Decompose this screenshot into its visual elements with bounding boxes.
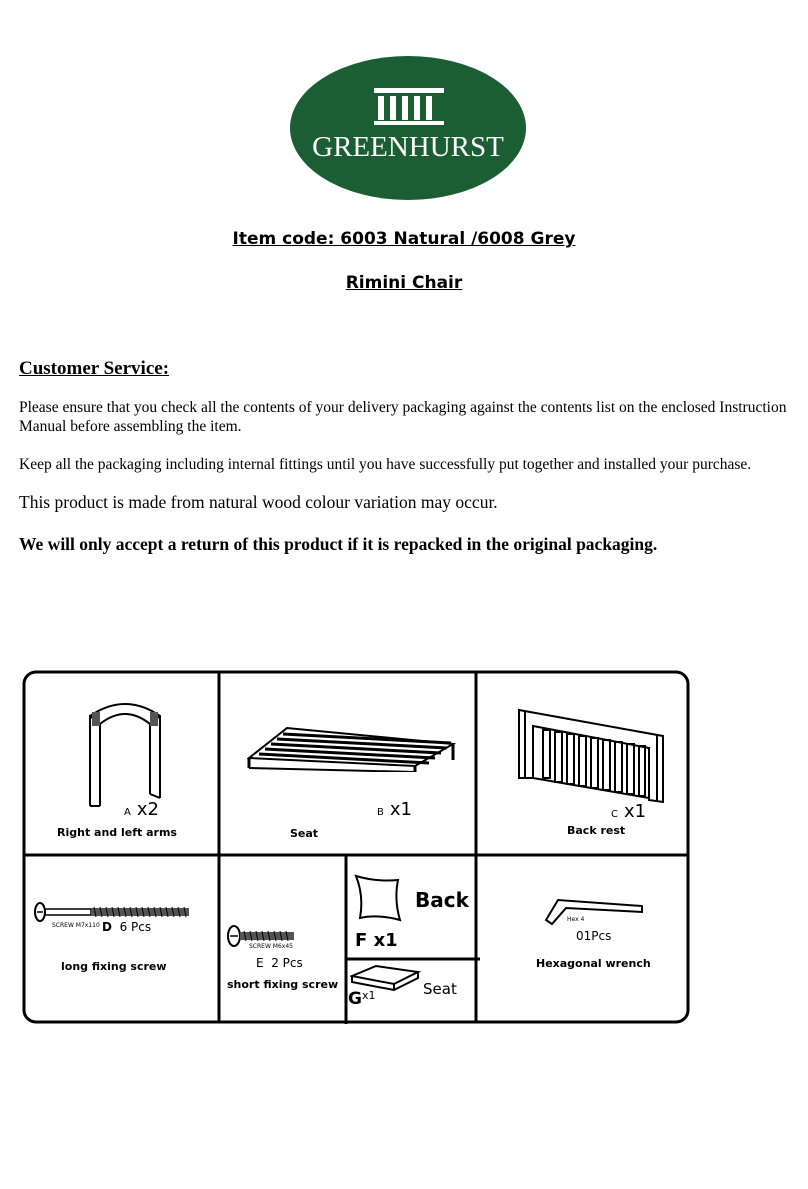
part-c-qty: x1 bbox=[623, 801, 647, 822]
part-e-qty: 2 Pcs bbox=[271, 956, 303, 970]
part-d-label: long fixing screw bbox=[61, 960, 167, 973]
parts-grid bbox=[20, 668, 692, 1028]
part-g-qty: x1 bbox=[361, 989, 376, 1002]
part-e-label: short fixing screw bbox=[227, 978, 339, 991]
item-code: Item code: 6003 Natural /6008 Grey bbox=[232, 229, 576, 249]
part-f-code: F x1 bbox=[355, 930, 398, 951]
part-b-label: Seat bbox=[290, 827, 319, 840]
part-e-spec: SCREW M6x45 bbox=[249, 943, 293, 950]
part-g-name: Seat bbox=[423, 980, 457, 998]
hex-wrench-drawing bbox=[542, 894, 644, 926]
wrench-spec: Hex 4 bbox=[567, 916, 585, 923]
customer-service-heading: Customer Service: bbox=[19, 358, 170, 379]
part-b-code bbox=[377, 799, 412, 820]
seat-cushion-drawing bbox=[350, 962, 422, 992]
logo-ellipse bbox=[290, 56, 526, 200]
part-g-letter: G bbox=[348, 989, 362, 1009]
part-d-code bbox=[102, 920, 151, 934]
part-a-qty: x2 bbox=[136, 799, 159, 820]
part-a-label: Right and left arms bbox=[57, 826, 177, 839]
part-c-code bbox=[611, 801, 646, 822]
part-d-letter: D bbox=[102, 920, 112, 934]
part-b-qty: x1 bbox=[389, 799, 412, 820]
wrench-qty: 01Pcs bbox=[576, 929, 612, 943]
greenhurst-logo bbox=[286, 52, 531, 204]
logo-brand-text: GREENHURST bbox=[312, 131, 504, 163]
part-c-label: Back rest bbox=[567, 824, 626, 837]
part-g-code bbox=[348, 989, 375, 1009]
paragraph-wood-variation: This product is made from natural wood colour variation may occur. bbox=[19, 492, 498, 512]
paragraph-keep-packaging: Keep all the packaging including internal fittings until you have successfully put together and installed your purchase. bbox=[19, 456, 752, 473]
arm-drawing bbox=[80, 694, 170, 810]
part-c-letter: C bbox=[611, 809, 618, 820]
part-f-name: Back bbox=[415, 888, 469, 912]
paragraph-check-contents: Please ensure that you check all the contents of your delivery packaging against the contents list on the enclosed Instruction Manual before assembling the item. bbox=[19, 399, 787, 435]
part-e-code bbox=[256, 956, 303, 970]
long-screw-drawing bbox=[34, 902, 194, 922]
product-name: Rimini Chair bbox=[345, 273, 463, 293]
part-d-spec: SCREW M7x110 bbox=[52, 922, 100, 929]
part-d-qty: 6 Pcs bbox=[119, 920, 152, 934]
part-a-letter: A bbox=[124, 807, 131, 818]
backrest-drawing bbox=[517, 708, 665, 806]
back-cushion-drawing bbox=[352, 872, 404, 924]
paragraph-returns-policy: We will only accept a return of this product if it is repacked in the original packaging. bbox=[19, 534, 658, 554]
part-a-code bbox=[124, 799, 159, 820]
wrench-label: Hexagonal wrench bbox=[536, 957, 651, 970]
logo-graphic bbox=[286, 52, 531, 204]
part-b-letter: B bbox=[377, 807, 384, 818]
part-e-letter: E bbox=[256, 956, 264, 970]
seat-drawing bbox=[247, 722, 457, 772]
